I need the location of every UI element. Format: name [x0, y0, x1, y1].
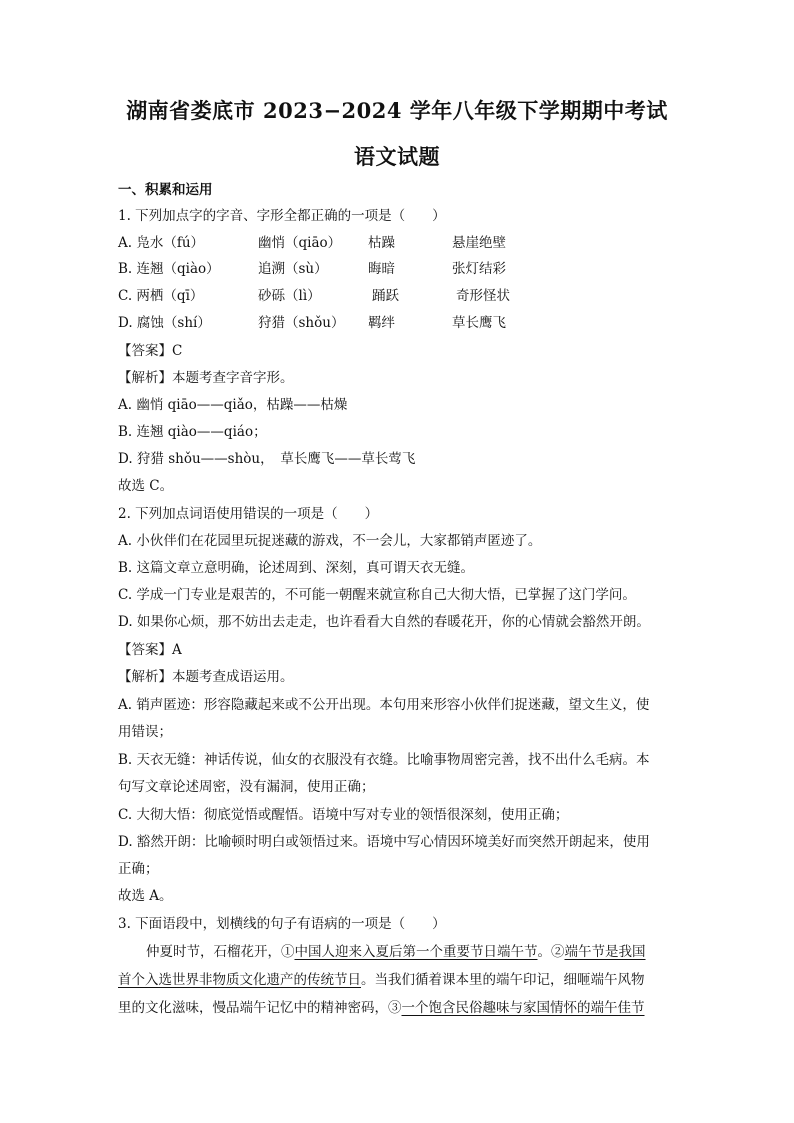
q1-analysis-line: 【解析】本题考查字音字形。 — [118, 370, 294, 386]
q2-analysis-line: C. 大彻大悟：彻底觉悟或醒悟。语境中写对专业的领悟很深刻，使用正确； — [118, 807, 569, 823]
q2-analysis-line: D. 豁然开朗：比喻顿时明白或领悟过来。语境中写心情因环境美好而突然开朗起来，使用 — [118, 834, 650, 850]
page-subtitle: 语文试题 — [354, 144, 440, 169]
q2-option-c: C. 学成一门专业是艰苦的，不可能一朝醒来就宣称自己大彻大悟，已掌握了这门学问。 — [118, 587, 636, 603]
q1-d-item2: 狩猎（shǒu） — [258, 315, 345, 331]
q1-a-item1: A. 凫水（fú） — [118, 235, 205, 251]
q2-analysis-line: 用错误； — [118, 724, 172, 740]
q1-d-item1: D. 腐蚀（shí） — [118, 315, 211, 331]
page-title: 湖南省娄底市 2023−2024 学年八年级下学期期中考试 — [126, 98, 668, 123]
question-1-stem: 1. 下列加点字的字音、字形全都正确的一项是（ ） — [118, 208, 446, 224]
q3-passage-line — [146, 942, 646, 962]
q1-a-item4: 悬崖绝壁 — [452, 235, 506, 251]
q2-analysis-line: 故选 A。 — [118, 888, 173, 904]
q2-analysis-line: B. 天衣无缝：神话传说，仙女的衣服没有衣缝。比喻事物周密完善，找不出什么毛病。本 — [118, 752, 650, 768]
q1-analysis-line: 故选 C。 — [118, 478, 174, 494]
q1-d-item3: 羁绊 — [368, 315, 395, 331]
q1-analysis-line: B. 连翘 qiào——qiáo； — [118, 424, 267, 440]
q3-text: 。② — [537, 944, 565, 960]
q2-answer: 【答案】A — [118, 642, 182, 658]
q3-underlined-sentence-3: 一个饱含民俗趣味与家国情怀的端午佳节 — [401, 1000, 645, 1016]
q2-analysis-line: A. 销声匿迹：形容隐藏起来或不公开出现。本句用来形容小伙伴们捉迷藏，望文生义，使 — [118, 697, 650, 713]
q1-c-item1: C. 两栖（qī） — [118, 288, 204, 304]
q1-analysis-line: D. 狩猎 shǒu——shòu， 草长鹰飞——草长莺飞 — [118, 451, 416, 467]
q3-text: 仲夏时节，石榴花开，① — [146, 944, 295, 960]
q1-d-item4: 草长鹰飞 — [452, 315, 506, 331]
q1-c-item3: 踊跃 — [372, 288, 399, 304]
question-2-stem: 2. 下列加点词语使用错误的一项是（ ） — [118, 506, 379, 522]
q3-text: 。当我们循着课本里的端午印记，细咂端午风物 — [361, 972, 645, 988]
q1-analysis-line: A. 幽悄 qiāo——qiǎo，枯躁——枯燥 — [118, 397, 348, 413]
q1-b-item4: 张灯结彩 — [452, 261, 506, 277]
question-3-stem: 3. 下面语段中，划横线的句子有语病的一项是（ ） — [118, 916, 446, 932]
q3-passage-line — [118, 998, 645, 1018]
q1-b-item2: 追溯（sù） — [258, 261, 328, 277]
q3-text: 里的文化滋味，慢品端午记忆中的精神密码，③ — [118, 1000, 402, 1016]
q1-a-item2: 幽悄（qiāo） — [258, 235, 342, 251]
q1-a-item3: 枯躁 — [368, 235, 395, 251]
section-heading: 一、积累和运用 — [118, 182, 213, 198]
q3-underlined-sentence-2: 端午节是我国 — [564, 944, 646, 960]
q3-underlined-sentence-1: 中国人迎来入夏后第一个重要节日端午节 — [294, 944, 538, 960]
q1-c-item4: 奇形怪状 — [456, 288, 510, 304]
q1-b-item3: 晦暗 — [368, 261, 395, 277]
q2-analysis-line: 句写文章论述周密，没有漏洞，使用正确； — [118, 779, 375, 795]
q2-analysis-line: 【解析】本题考查成语运用。 — [118, 669, 294, 685]
q2-option-d: D. 如果你心烦，那不妨出去走走，也许看看大自然的春暖花开，你的心情就会豁然开朗。 — [118, 614, 650, 630]
q2-analysis-line: 正确； — [118, 861, 159, 877]
q1-c-item2: 砂砾（lì） — [258, 288, 321, 304]
q2-option-b: B. 这篇文章立意明确，论述周到、深刻，真可谓天衣无缝。 — [118, 560, 475, 576]
q2-option-a: A. 小伙伴们在花园里玩捉迷藏的游戏，不一会儿，大家都销声匿迹了。 — [118, 533, 542, 549]
q1-answer: 【答案】C — [118, 343, 183, 359]
q1-b-item1: B. 连翘（qiào） — [118, 261, 220, 277]
q3-underlined-sentence-2-cont: 首个入选世界非物质文化遗产的传统节日 — [118, 972, 361, 988]
q3-passage-line — [118, 970, 645, 990]
